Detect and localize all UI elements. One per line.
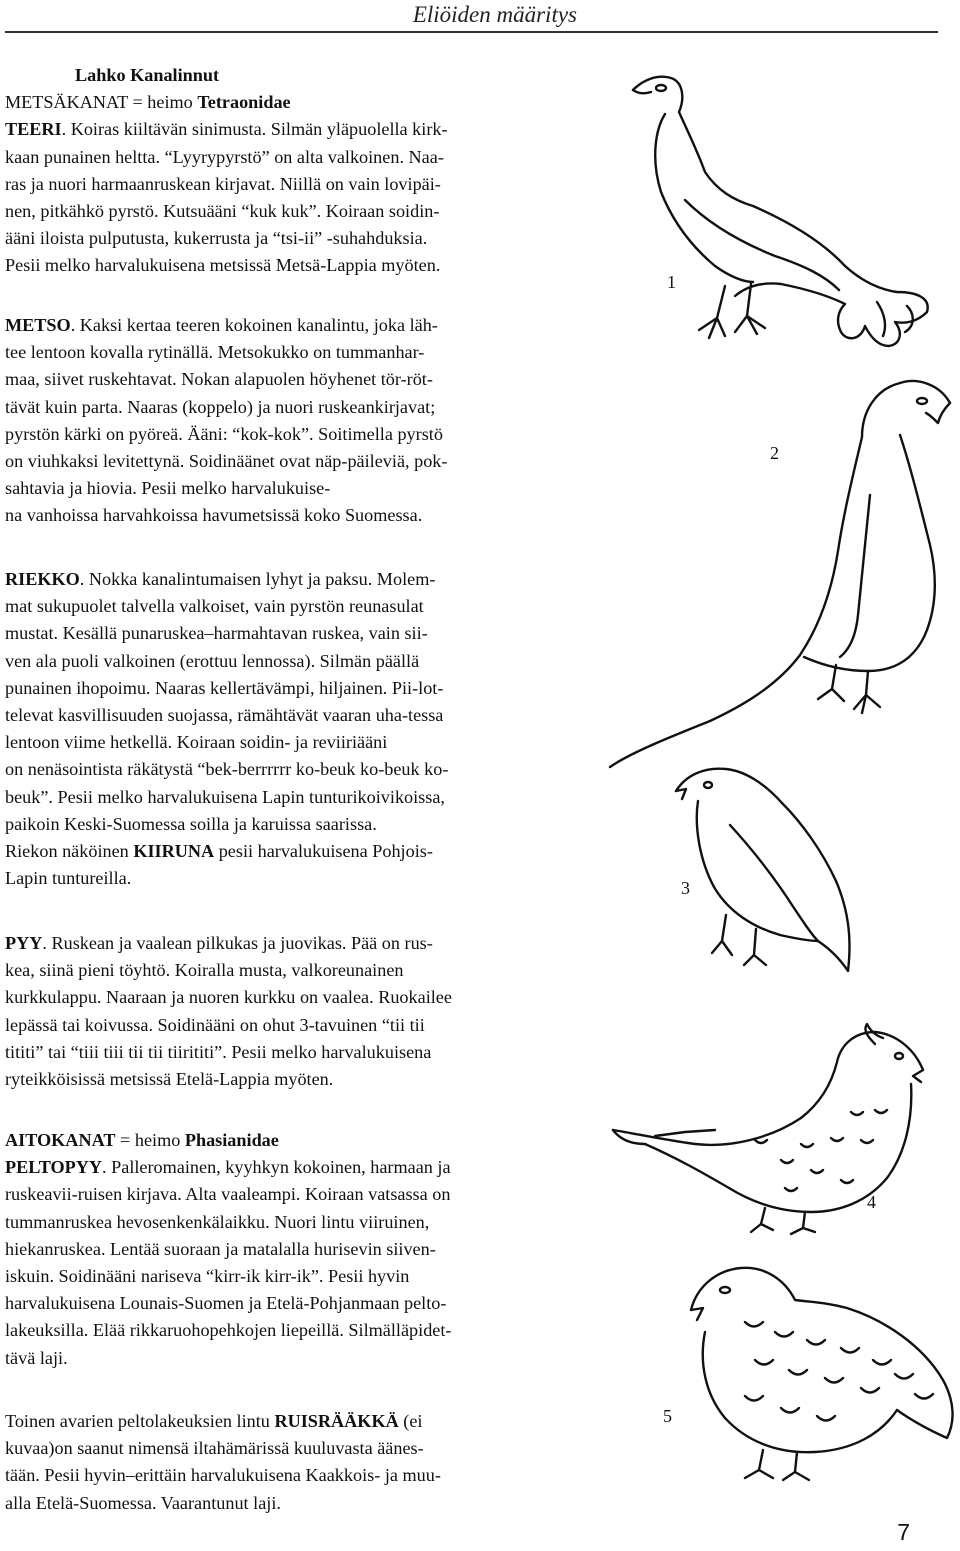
species-riekko: RIEKKO: [5, 569, 80, 589]
figure-number-4: 4: [867, 1192, 876, 1212]
order-title: Lahko Kanalinnut: [75, 65, 220, 85]
family-metsakanat: METSÄKANAT = heimo Tetraonidae: [5, 92, 291, 113]
family-aitokanat: AITOKANAT = heimo Phasianidae: [5, 1130, 279, 1150]
figure-number-2: 2: [770, 443, 779, 463]
species-peltopyy: PELTOPYY: [5, 1157, 103, 1178]
species-teeri: TEERI: [5, 119, 62, 140]
figure-number-5: 5: [663, 1406, 672, 1426]
block-peltopyy: AITOKANAT = heimo Phasianidae PELTOPYY. Palleromainen, kyyhkyn kokoinen, harmaan ja ruskeavii-ruisen kirjava. Alta vaaleampi. Koiraan vatsassa on tummanruskea hevosenkenkälaikku. Nuori lintu viiruinen, hiekanruskea. Lentää suoraan ja matalalla hurisevin siiven- iskuin. Soidinääni nariseva “kirr-ik kirr-ik”. Pesii hyvin harvalukuisena Lounais-Suomen ja Etelä-Pohjanmaan pelto- lakeuksilla. Elää rikkaruohopehkojen liepeillä. Silmälläpidet- tävä laji.: [5, 1127, 605, 1372]
species-ruisrakka: RUISRÄÄKKÄ: [274, 1411, 399, 1431]
page-number: 7: [897, 1519, 910, 1545]
header-rule: [5, 31, 938, 33]
species-pyy: PYY: [5, 933, 43, 953]
species-kiiruna: KIIRUNA: [133, 841, 215, 862]
species-metso: METSO: [5, 315, 71, 335]
figure-number-3: 3: [681, 878, 690, 898]
hazel-grouse-illustration: [605, 1020, 930, 1235]
block-riekko: RIEKKO. Nokka kanalintumaisen lyhyt ja paksu. Molem- mat sukupuolet talvella valkoiset, vain pyrstön reunasulat mustat. Kesällä punaruskea–harmahtavan ruskea, vain sii- ven ala puoli valkoinen (erottuu lennossa). Silmän päällä punainen ihopoimu. Naaras kellertävämpi, hiljainen. Pii-lot- televat kasvillisuuden suojassa, rämähtävät vaaran uha-tessa lentoon viime hetkellä. Koiraan soidin- ja reviiriääni on nenäsointista räkätystä “bek-berrrrrr ko-beuk ko-beuk ko- beuk”. Pesii melko harvalukuisena Lapin tunturikoivikoissa, paikoin Keski-Suomessa soilla ja karuissa saarissa. Riekon näköinen KIIRUNA pesii harvalukuisena Pohjois- Lapin tuntureilla.: [5, 569, 449, 889]
block-pyy: PYY. Ruskean ja vaalean pilkukas ja juovikas. Pää on rus- kea, siinä pieni töyhtö. Koiralla musta, valkoreunainen kurkkulappu. Naaraan ja nuoren kurkku on vaalea. Ruokailee lepässä tai koivussa. Soidinääni on ohut 3-tavuinen “tii tii tititi” tai “tiii tiii tii tii tiirititi”. Pesii melko harvalukuisena ryteikköisissä metsissä Etelä-Lappia myöten.: [5, 933, 452, 1090]
capercaillie-illustration: [600, 375, 960, 775]
willow-grouse-illustration: [670, 765, 860, 980]
block-metso: METSO. Kaksi kertaa teeren kokoinen kanalintu, joka läh- tee lentoon kovalla rytinällä. Metsokukko on tummanhar- maa, siivet ruskehtavat. Nokan alapuolen höyhenet tör-röt- tävät kuin parta. Naaras (koppelo) ja nuori ruskeankirjavat; pyrstön kärki on pyöreä. Ääni: “kok-kok”. Soitimella pyrstö on viuhkaksi levitettynä. Soidinäänet ovat näp-päileviä, pok- sahtavia ja hiovia. Pesii melko harvalukuise- na vanhoissa harvahkoissa havumetsissä koko Suomessa.: [5, 315, 448, 526]
block-teeri: Lahko Kanalinnut METSÄKANAT = heimo Tetraonidae TEERI. Koiras kiiltävän sinimusta. Silmän yläpuolella kirk- kaan punainen heltta. “Lyyrypyrstö” on alta valkoinen. Naa- ras ja nuori harmaanruskean kirjavat. Niillä on vain lovipäi- nen, pitkähkö pyrstö. Kutsuääni “kuk kuk”. Koiraan soidin- ääni iloista pulputusta, kukerrusta ja “tsi-ii” -suhahduksia. Pesii melko harvalukuisena metsissä Metsä-Lappia myöten.: [5, 62, 605, 280]
black-grouse-illustration: [625, 70, 945, 355]
section-header: Eliöiden määritys: [412, 2, 577, 27]
figure-number-1: 1: [667, 272, 676, 292]
block-ruisrakka: Toinen avarien peltolakeuksien lintu RUISRÄÄKKÄ (ei kuvaa)on saanut nimensä iltahämärissä kuuluvasta äänes- tään. Pesii hyvin–erittäin harvalukuisena Kaakkois- ja muu- alla Etelä-Suomessa. Vaarantunut laji.: [5, 1411, 441, 1513]
grey-partridge-illustration: [685, 1262, 960, 1487]
